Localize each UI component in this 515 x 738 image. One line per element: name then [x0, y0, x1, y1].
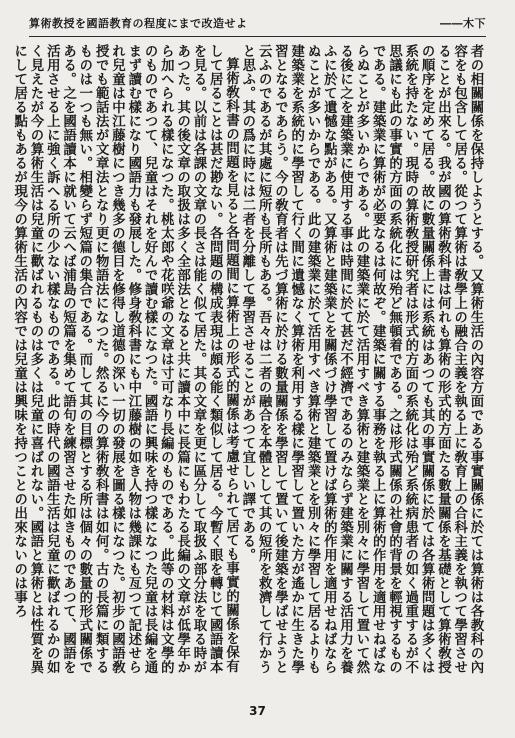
running-header-author: ――木下 — [440, 17, 486, 30]
header-rule — [29, 36, 486, 37]
running-header — [29, 10, 486, 36]
running-header-title: 算術教授を國語教育の程度にまで改造せよ — [29, 17, 248, 30]
page-number: 37 — [249, 704, 266, 718]
body-text — [11, 44, 484, 674]
paragraph: 算術敎科書の問題を見ると各問題間に算術上の形式的關係は考慮せられて居ても事實的關係を保有して居ることは甚だ尠ない。各問題の構成表現は頗る能く類似して居る。今暫く眼を轉じて國語讀本を見る。以前は各課の文章の長さは能く似て居た。其の文章を更に區分して取扱ふ部分法を取る時があつた。其の後文章の取扱は多く全部法となると共に讀本中に長篇にもわたる長編の文章が低學年から加へられる樣になつた。桃太郎や花咲爺の文章は寸可なり長編のものである。此等の材料は文學的のものであつて、兒童はそれを好んで讀む樣になつた。國語に興味を持つ樣になつた兒童は長編を通まず讀む樣になり國語力も發展した。修身敎科書にも中江藤樹の如き人物は幾課にも亙つて記述せられ兒童は中江藤樹につき幾多の德目を修得し道德の深い一切の發展を圖る樣になつた。初步の國語敎授でも範話法が文章法となり更に物語法になつた。然るに今の算術敎科書は如何。古の長篇に類するものは一つも無い。相變らず短篇の集合である。而して其の目標とする所は個々の數量的形式關係である。之を國語讀本に就いて云へば浦島の短篇を集めて語句を練習させた如きものであつて、國語を活用させる上に強く訴へる所の少ない樣なものである。此の時代の國語生活は兒童に歡ばれるかの如く見えたが今の算術生活は兒童に歡ばれるものは多くは兒童に喜ばれない。國語と算術とは性質を異にして居る點もあるが現今の算術生活の內容では兒童は興味を持つことの出來ないのは事ろ — [11, 44, 240, 674]
paragraph: 者の相關關係を保持しようとする。又算術生活の內容方面である事實關係に於ては算術は各教科の內容をも包含して居る。從つて算術は敎學上の融合主義を執る上に敎育上の合科主義を執つて學習させることが出來る。我が國の算術敎科書は何れも算術の形式的方面たる數量關係を基礎として算術敎授の順序を定めて居る。故に數量關係上には系統はあつても其の事實關係に於ては各算術問題は多くは系統を持たない。現時の算術敎授研究者は形式的方面の系統化は殆ど系統病患者の如く過重するが不思議にも此の事實的方面の系統化には殆ど無頓着である。之は形式關係の社會的背景を輕視するものである。建築業に算術が必要なるは何故ぞ。建築に關する事務を執る上に算術的作用を適用せねばならぬことが多いからである。此の建築業に於て活用すべき算術と建築業とを別々に學習して置いて然る後に之を建築業に使用する事は時間に於て甚だ不經濟であるのみならず建築業に關する活用力を養ふに於て遺憾な點がある。又算術と建築業とを關係づけ學習して置けば算術的作用を適用せねばならぬことが多いからである。此の建築業に於て活用すべき算術と建築業とを別々に學習して居るよりも建築業を系統的に學習して行く間に遺憾なく算術を利用する樣に學習して置いた方が遙かに生きた學習となるであらう。今の敎育者は先づ算術に於ける數量關係を學習して置いて後建築を學ばせようと云ふのであるが其處に短所も長所もある。吾々は二者の融合を本體として其の短所を救濟して行かうと思ふ。其の爲に時には二者を分離して學習させることがあつて宜しい譯である。 — [239, 44, 484, 674]
